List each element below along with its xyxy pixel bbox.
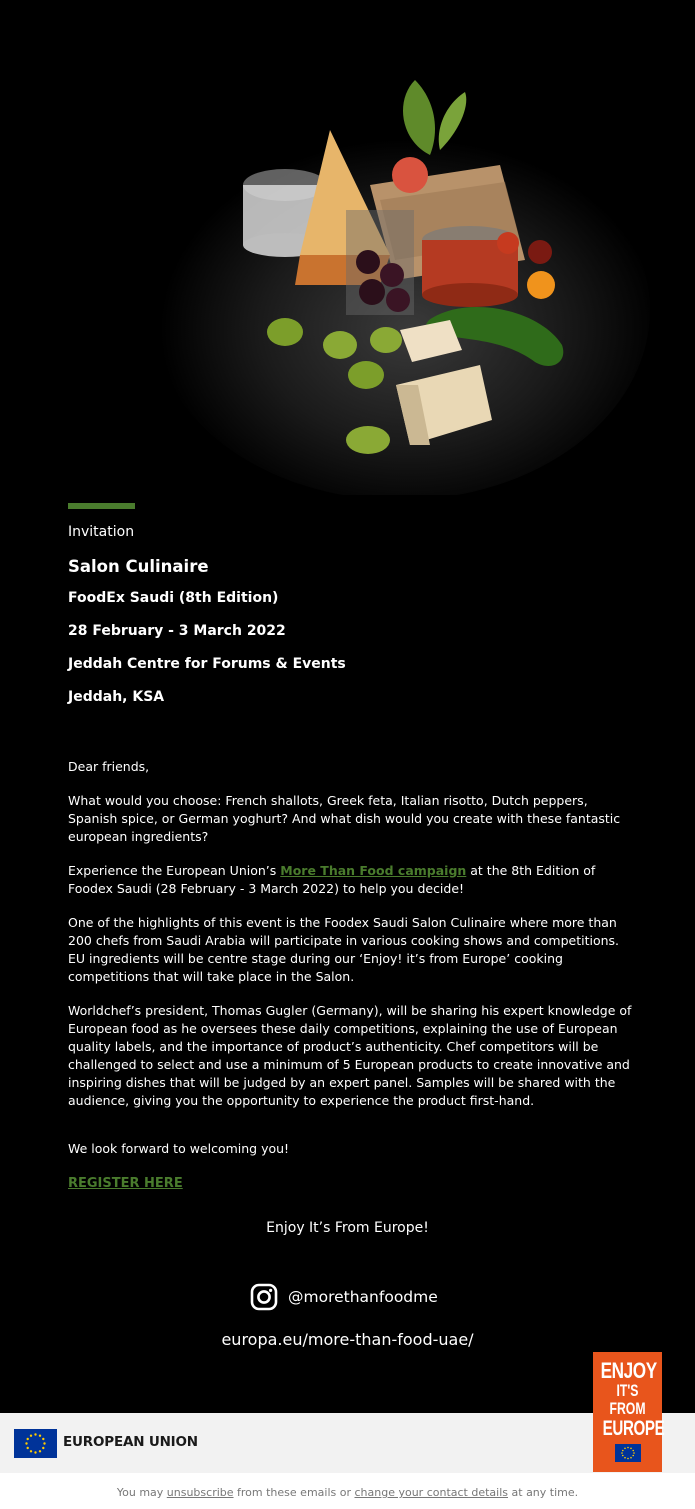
instagram-icon <box>250 1283 278 1311</box>
invitation-content <box>68 503 638 1191</box>
paragraph-campaign-end: at the 8th Edition of Foodex Saudi (28 February - 3 March 2022) to help you decide! <box>68 863 596 896</box>
website-link[interactable]: europa.eu/more-than-food-uae/ <box>221 1330 474 1349</box>
paragraph-highlights: One of the highlights of this event is the Foodex Saudi Salon Culinaire where more than 200 chefs from Saudi Arabia will participate in various cooking shows and competitions. EU ingredients will be centre stage during our ‘Enjoy! it’s from Europe’ cooking competitions that will take place in the Salon. <box>68 915 619 984</box>
paragraph-campaign-intro: Experience the European Union’s <box>68 863 281 878</box>
closing-line: We look forward to welcoming you! <box>68 1141 290 1156</box>
badge-line-2: IT'S FROM <box>609 1381 646 1418</box>
footer-text-1: You may <box>116 1486 167 1499</box>
greeting: Dear friends, <box>68 759 150 774</box>
footer-text-3: at any time. <box>508 1486 579 1499</box>
event-dates: 28 February - 3 March 2022 <box>68 623 286 639</box>
event-title: Salon Culinaire <box>68 557 209 576</box>
unsubscribe-link[interactable]: unsubscribe <box>166 1486 234 1499</box>
contact-details-link[interactable]: change your contact details <box>354 1486 509 1499</box>
eu-label: EUROPEAN UNION <box>63 1434 198 1450</box>
enjoy-europe-badge <box>593 1352 665 1472</box>
footer-text-2: from these emails or <box>233 1486 355 1499</box>
invitation-label: Invitation <box>68 524 135 540</box>
badge-line-3: EUROPE <box>602 1417 665 1440</box>
tagline: Enjoy It’s From Europe! <box>266 1220 429 1236</box>
instagram-handle: @morethanfoodme <box>288 1288 438 1306</box>
badge-line-1: ENJOY <box>600 1358 657 1383</box>
accent-bar <box>68 503 135 509</box>
badge-eu-flag-icon <box>615 1444 641 1462</box>
hero-image <box>0 0 695 495</box>
campaign-link[interactable]: More Than Food campaign <box>280 863 467 878</box>
event-city: Jeddah, KSA <box>68 689 165 705</box>
paragraph-worldchef: Worldchef’s president, Thomas Gugler (Germany), will be sharing his expert knowledge of European food as he oversees these daily competitions, explaining the use of European quality labels, and the importance of product’s authenticity. Chef competitors will be challenged to select and use a minimum of 5 European products to create innovative and inspiring dishes that will be judged by an expert panel. Samples will be shared with the audience, giving you the opportunity to experience the product first-hand. <box>68 1003 632 1108</box>
instagram-row[interactable] <box>250 1283 438 1311</box>
register-link[interactable]: REGISTER HERE <box>68 1176 183 1191</box>
footer-notice <box>0 1486 695 1499</box>
event-name: FoodEx Saudi (8th Edition) <box>68 590 279 606</box>
eu-flag-icon <box>14 1429 57 1458</box>
paragraph-campaign <box>68 862 638 898</box>
eu-footer-bar <box>0 1413 695 1473</box>
food-spread-image <box>0 0 695 495</box>
paragraph-ingredients: What would you choose: French shallots, Greek feta, Italian risotto, Dutch peppers, Spanish spice, or German yoghurt? And what dish would you create with these fantastic european ingredients? <box>68 793 621 844</box>
event-venue: Jeddah Centre for Forums & Events <box>68 656 346 672</box>
